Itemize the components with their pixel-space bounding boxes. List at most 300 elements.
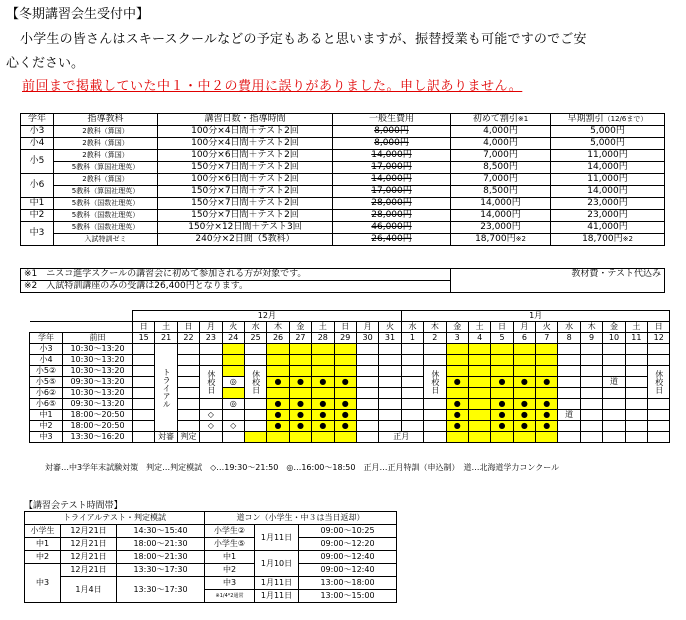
heading: 【冬期講習会生受付中】 [6,7,150,22]
day-number: 29 [334,333,356,344]
calendar-cell [446,344,468,355]
fee-first [451,234,551,246]
calendar-cell [446,366,468,377]
calendar-cell [558,421,580,432]
test-time: 18:00～21:30 [117,538,205,551]
calendar-cell [356,399,378,410]
calendar-cell [603,355,625,366]
row-grade: 小5② [30,366,63,377]
fee-general: 46,000円 [333,222,451,234]
weekday-label: 火 [536,322,558,333]
calendar-cell [177,421,199,432]
fee-time: 150分×12日間＋テスト3回 [158,222,333,234]
weekday-label: 日 [133,322,155,333]
calendar-cell: ● [334,421,356,432]
day-number: 15 [133,333,155,344]
calendar-cell [379,399,401,410]
trial-label: トライアル [155,344,177,432]
test-time-table [24,511,397,603]
calendar-cell [580,355,602,366]
day-number: 8 [558,333,580,344]
calendar-cell [334,432,356,443]
calendar-cell: ● [491,410,513,421]
calendar-cell [424,399,446,410]
weekday-label: 土 [468,322,490,333]
day-number: 2 [424,333,446,344]
calendar-cell [580,432,602,443]
calendar-cell [133,432,155,443]
calendar-cell [648,399,670,410]
fee-header-early-label: 早期割引 [567,114,604,124]
calendar-cell [603,399,625,410]
calendar-cell [468,421,490,432]
fee-subject: 入試特訓ゼミ [54,234,158,246]
calendar-cell [558,432,580,443]
calendar-cell [379,344,401,355]
fee-row [21,222,665,234]
calendar-cell [379,410,401,421]
calendar-cell [356,344,378,355]
day-number: 11 [625,333,647,344]
row-time: 10:30～13:20 [63,355,133,366]
day-number: 25 [244,333,266,344]
fee-grade: 中3 [21,222,54,246]
calendar-cell [513,366,535,377]
fee-first: 14,000円 [451,210,551,222]
fee-subject: 5教科（国数社理英） [54,210,158,222]
weekday-label: 火 [222,322,244,333]
weekday-label: 土 [312,322,334,333]
weekday-label: 金 [603,322,625,333]
calendar-cell [133,410,155,421]
time-header: 前田 [63,333,133,344]
calendar-cell [267,366,289,377]
dokon-grade: 中3 [205,577,255,590]
calendar-cell [356,355,378,366]
calendar-cell [625,410,647,421]
fee-row [21,210,665,222]
calendar-cell [648,355,670,366]
closed-label: 休校日 [648,366,670,399]
dokon-date: 1月11日 [255,590,299,603]
fee-subject: 2教科（算国） [54,174,158,186]
calendar-cell: ● [289,377,311,388]
fee-general: 26,400円 [333,234,451,246]
fee-early-note: ※2 [622,235,633,243]
fee-general: 17,000円 [333,186,451,198]
shogatsu-label: 正月 [379,432,424,443]
fee-general: 8,000円 [333,126,451,138]
fee-early: 14,000円 [551,162,665,174]
calendar-cell: ● [267,410,289,421]
fee-grade: 中1 [21,198,54,210]
fee-early: 23,000円 [551,198,665,210]
fee-header-general: 一般生費用 [333,114,451,126]
calendar-cell [468,377,490,388]
fee-time: 100分×4日間＋テスト2回 [158,138,333,150]
month-label-dec: 12月 [133,311,402,322]
weekday-label: 金 [289,322,311,333]
fee-header-early-note: （12/6まで） [603,115,648,123]
calendar-cell [356,421,378,432]
fee-early: 5,000円 [551,138,665,150]
table-row [25,525,397,538]
test-grade: 中1 [25,538,61,551]
calendar-cell [289,432,311,443]
table-row [30,432,670,443]
calendar-cell [580,421,602,432]
calendar-cell: ◎ [222,377,244,388]
table-row [25,564,397,577]
test-grade: 中3 [25,564,61,603]
dokon-date: 1月11日 [255,577,299,590]
calendar-cell [222,388,244,399]
calendar-cell [491,366,513,377]
tests-label: 対審 [155,432,177,443]
calendar-cell [177,377,199,388]
day-number: 23 [200,333,222,344]
weekday-label: 日 [648,322,670,333]
row-grade: 小6⑤ [30,399,63,410]
calendar-cell: ● [446,410,468,421]
calendar-corner [30,311,133,322]
fee-first: 8,500円 [451,186,551,198]
calendar-cell [401,421,423,432]
calendar-cell [289,355,311,366]
calendar-cell [133,377,155,388]
calendar-cell [580,377,602,388]
calendar-cell [424,355,446,366]
calendar-cell [244,432,266,443]
calendar-cell [446,355,468,366]
day-number: 22 [177,333,199,344]
weekday-label: 日 [491,322,513,333]
calendar-cell [648,432,670,443]
fee-grade: 小5 [21,150,54,174]
fee-header-subject: 指導教科 [54,114,158,126]
fee-first: 14,000円 [451,198,551,210]
row-time: 10:30～13:20 [63,366,133,377]
calendar-cell: ● [289,421,311,432]
test-date: 12月21日 [61,525,117,538]
row-time: 13:30～16:20 [63,432,133,443]
calendar-cell [356,432,378,443]
row-grade: 小6② [30,388,63,399]
fee-first: 23,000円 [451,222,551,234]
row-time: 10:30～13:20 [63,344,133,355]
fee-time: 100分×6日間＋テスト2回 [158,150,333,162]
fee-row [21,186,665,198]
fee-note-1: ※1 ニスコ進学スクールの講習会に初めて参加される方が対象です。 [21,269,451,281]
dokon-grade: 小学生⑤ [205,538,255,551]
day-number: 3 [446,333,468,344]
calendar-cell [424,410,446,421]
fee-subject: 5教科（算国社理英） [54,162,158,174]
dokon-label: 道 [603,377,625,388]
fee-subject: 2教科（算国） [54,150,158,162]
calendar-cell [625,355,647,366]
test-header-left: トライアルテスト・判定模試 [25,512,205,525]
intro-line-1: 小学生の皆さんはスキースクールなどの予定もあると思いますが、振替授業も可能ですのでご安 [20,32,587,47]
calendar-cell [603,432,625,443]
fee-first: 7,000円 [451,150,551,162]
fee-grade: 中2 [21,210,54,222]
test-time: 14:30～15:40 [117,525,205,538]
calendar-cell [580,388,602,399]
calendar-cell [267,432,289,443]
calendar-cell [513,344,535,355]
dokon-time: 13:00～15:00 [299,590,397,603]
calendar-cell [289,388,311,399]
calendar-cell [334,344,356,355]
table-row [30,366,670,377]
calendar-cell: ● [267,377,289,388]
test-date: 12月21日 [61,551,117,564]
calendar-cell [289,344,311,355]
calendar-cell [558,366,580,377]
fee-early: 11,000円 [551,174,665,186]
fee-general: 8,000円 [333,138,451,150]
calendar-cell [312,344,334,355]
calendar-cell [356,366,378,377]
weekday-label: 月 [356,322,378,333]
calendar-cell: ● [536,410,558,421]
calendar-cell [468,366,490,377]
calendar-cell [133,344,155,355]
day-number: 24 [222,333,244,344]
fee-early: 5,000円 [551,126,665,138]
dokon-time: 13:00～18:00 [299,577,397,590]
calendar-cell [536,344,558,355]
dokon-date: 1月10日 [255,551,299,577]
fee-row [21,234,665,246]
calendar-cell: ● [536,377,558,388]
dokon-grade: 中1 [205,551,255,564]
schedule-calendar [29,310,670,443]
calendar-cell: ● [312,410,334,421]
table-row [30,344,670,355]
calendar-cell [536,366,558,377]
fee-early: 14,000円 [551,186,665,198]
calendar-cell [446,388,468,399]
weekday-label: 火 [379,322,401,333]
row-grade: 小5⑤ [30,377,63,388]
calendar-cell: ● [267,399,289,410]
fee-time: 150分×7日間＋テスト2回 [158,198,333,210]
row-grade: 中1 [30,410,63,421]
fee-first-note: ※2 [515,235,526,243]
weekday-label: 日 [334,322,356,333]
fee-note-2: ※2 入試特訓講座のみの受講は26,400円となります。 [21,281,451,293]
calendar-cell [244,421,266,432]
weekday-label: 日 [177,322,199,333]
calendar-cell [200,355,222,366]
calendar-cell [468,344,490,355]
test-grade: 中2 [25,551,61,564]
fee-early: 11,000円 [551,150,665,162]
fee-table [20,113,665,246]
calendar-cell [356,388,378,399]
calendar-cell [580,399,602,410]
calendar-cell [200,432,222,443]
calendar-cell [580,344,602,355]
table-row [30,399,670,410]
dokon-grade: ※1/4*2通常 [205,590,255,603]
calendar-cell [177,399,199,410]
calendar-cell [244,410,266,421]
fee-row [21,198,665,210]
fee-subject: 5教科（国数社理英） [54,222,158,234]
dokon-time: 09:00～12:40 [299,551,397,564]
calendar-cell [424,421,446,432]
fee-first: 8,500円 [451,162,551,174]
row-grade: 中2 [30,421,63,432]
weekday-label: 土 [155,322,177,333]
calendar-cell: ● [491,377,513,388]
calendar-cell [468,399,490,410]
calendar-cell [334,388,356,399]
dokon-time: 09:00～12:20 [299,538,397,551]
row-time: 09:30～13:20 [63,399,133,410]
closed-label: 休校日 [244,366,266,399]
calendar-cell [177,410,199,421]
day-number: 9 [580,333,602,344]
fee-first-value: 18,700円 [475,234,516,244]
dokon-grade: 小学生② [205,525,255,538]
calendar-cell [289,366,311,377]
calendar-cell [312,388,334,399]
weekday-label: 木 [267,322,289,333]
fee-early: 23,000円 [551,210,665,222]
judge-label: 判定 [177,432,199,443]
day-number: 27 [289,333,311,344]
fee-header-early [551,114,665,126]
calendar-cell [580,410,602,421]
month-label-jan: 1月 [401,311,670,322]
day-number: 5 [491,333,513,344]
calendar-cell [558,355,580,366]
calendar-cell [177,366,199,377]
calendar-cell [267,388,289,399]
fee-subject: 2教科（算国） [54,138,158,150]
calendar-cell [267,344,289,355]
calendar-cell [491,388,513,399]
calendar-cell [401,399,423,410]
calendar-cell [133,355,155,366]
calendar-cell [603,421,625,432]
calendar-cell [379,355,401,366]
day-number: 30 [356,333,378,344]
calendar-cell [491,432,513,443]
dokon-time: 09:00～10:25 [299,525,397,538]
calendar-cell: ● [312,421,334,432]
calendar-cell [558,399,580,410]
calendar-cell: ◇ [222,421,244,432]
fee-general: 14,000円 [333,174,451,186]
calendar-cell [536,432,558,443]
calendar-cell [401,344,423,355]
calendar-cell [312,432,334,443]
calendar-cell [468,410,490,421]
test-header-right: 道コン（小学生・中３は当日返却） [205,512,397,525]
calendar-cell [334,366,356,377]
calendar-cell [603,388,625,399]
calendar-cell [244,344,266,355]
calendar-cell [625,432,647,443]
fee-header-first [451,114,551,126]
calendar-cell [625,377,647,388]
test-time: 13:30～17:30 [117,577,205,603]
calendar-cell [513,432,535,443]
fee-time: 150分×7日間＋テスト2回 [158,162,333,174]
dokon-label: 道 [558,410,580,421]
fee-time: 100分×4日間＋テスト2回 [158,126,333,138]
table-row [30,410,670,421]
fee-row [21,138,665,150]
day-number: 28 [312,333,334,344]
day-number: 7 [536,333,558,344]
test-time: 13:30～17:30 [117,564,205,577]
calendar-cell: ● [446,421,468,432]
row-time: 18:00～20:50 [63,410,133,421]
test-time: 18:00～21:30 [117,551,205,564]
fee-subject: 2教科（算国） [54,126,158,138]
calendar-cell [379,377,401,388]
calendar-cell: ● [491,421,513,432]
calendar-cell [625,344,647,355]
calendar-cell [603,344,625,355]
calendar-cell [625,366,647,377]
calendar-cell [558,388,580,399]
calendar-cell: ● [446,377,468,388]
fee-time: 150分×7日間＋テスト2回 [158,186,333,198]
calendar-cell [558,377,580,388]
calendar-cell [133,421,155,432]
calendar-cell [244,399,266,410]
fee-grade: 小4 [21,138,54,150]
calendar-cell [222,366,244,377]
day-number: 26 [267,333,289,344]
row-grade: 小3 [30,344,63,355]
calendar-cell [401,366,423,377]
calendar-cell [222,355,244,366]
calendar-cell: ● [446,399,468,410]
weekday-label: 水 [558,322,580,333]
fee-early: 41,000円 [551,222,665,234]
closed-label: 休校日 [424,366,446,399]
fee-early-value: 18,700円 [582,234,623,244]
fee-notes [20,268,665,293]
table-row [25,538,397,551]
table-row [30,355,670,366]
weekday-label: 水 [401,322,423,333]
fee-subject: 5教科（算国社理英） [54,186,158,198]
calendar-cell [468,432,490,443]
calendar-cell [513,388,535,399]
calendar-cell [468,355,490,366]
table-row [30,421,670,432]
calendar-cell [491,344,513,355]
calendar-cell [379,388,401,399]
calendar-cell: ● [334,399,356,410]
weekday-label: 金 [446,322,468,333]
calendar-cell [379,421,401,432]
calendar-cell [267,355,289,366]
calendar-cell [312,366,334,377]
calendar-cell [580,366,602,377]
table-row [30,388,670,399]
calendar-cell: ◇ [200,410,222,421]
